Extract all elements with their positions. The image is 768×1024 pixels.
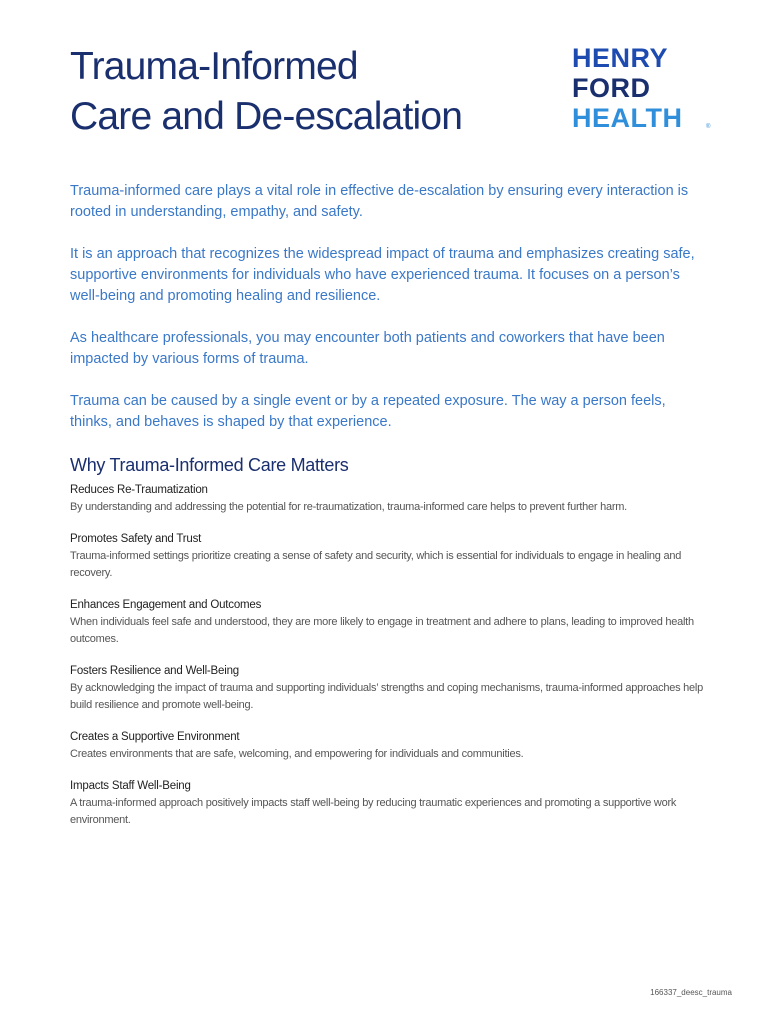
intro-paragraph-4: Trauma can be caused by a single event or by a repeated exposure. The way a person feels, thinks, and behaves is shaped by that experience. (70, 393, 666, 430)
intro-section (70, 181, 710, 454)
intro-paragraph-2: It is an approach that recognizes the widespread impact of trauma and emphasizes creating safe, supportive environments for individuals who have experienced trauma. It focuses on a person’s well-being and promoting healing and resilience. (70, 246, 695, 304)
benefits-list (70, 482, 710, 844)
benefit-title: Enhances Engagement and Outcomes (70, 599, 262, 611)
logo-line-ford: FORD (572, 73, 651, 103)
benefit-item-promotes-safety (70, 531, 710, 582)
intro-paragraph-1: Trauma-informed care plays a vital role in effective de-escalation by ensuring every interaction is rooted in understanding, empathy, and safety. (70, 183, 689, 220)
benefit-text: Trauma-informed settings prioritize creating a sense of safety and security, which is essential for individuals to engage in healing and recovery. (70, 550, 682, 579)
benefit-text: By acknowledging the impact of trauma and supporting individuals’ strengths and coping mechanisms, trauma-informed approaches help build resilience and promote well-being. (70, 682, 703, 711)
section-heading: Why Trauma-Informed Care Matters (70, 455, 349, 475)
page-title-line-1: Trauma-Informed (70, 45, 358, 88)
benefit-item-fosters-resilience (70, 663, 710, 714)
benefit-item-enhances-engagement (70, 597, 710, 648)
logo-line-health: HEALTH (572, 103, 683, 133)
benefit-item-staff-well-being (70, 778, 710, 829)
page-title (70, 42, 462, 142)
benefit-title: Reduces Re-Traumatization (70, 484, 208, 496)
document-code: 166337_deesc_trauma (650, 988, 732, 997)
benefit-title: Fosters Resilience and Well-Being (70, 665, 239, 677)
benefit-item-supportive-environment (70, 729, 710, 763)
page-title-line-2: Care and De-escalation (70, 95, 463, 138)
benefit-text: Creates environments that are safe, welcoming, and empowering for individuals and communities. (70, 748, 524, 760)
registered-mark: ® (706, 124, 711, 130)
benefit-item-reduces-re-traumatization (70, 482, 710, 516)
benefit-title: Impacts Staff Well-Being (70, 780, 191, 792)
benefit-text: When individuals feel safe and understood, they are more likely to engage in treatment and adhere to plans, leading to improved health outcomes. (70, 616, 694, 645)
benefit-text: A trauma-informed approach positively impacts staff well-being by reducing traumatic experiences and promoting a supportive work environment. (70, 797, 677, 826)
logo-line-henry: HENRY (572, 43, 669, 73)
benefit-text: By understanding and addressing the potential for re-traumatization, trauma-informed care helps to prevent further harm. (70, 501, 627, 513)
benefit-title: Creates a Supportive Environment (70, 731, 240, 743)
benefit-title: Promotes Safety and Trust (70, 533, 202, 545)
intro-paragraph-3: As healthcare professionals, you may encounter both patients and coworkers that have been impacted by various forms of trauma. (70, 330, 665, 367)
henry-ford-health-logo (572, 44, 722, 134)
